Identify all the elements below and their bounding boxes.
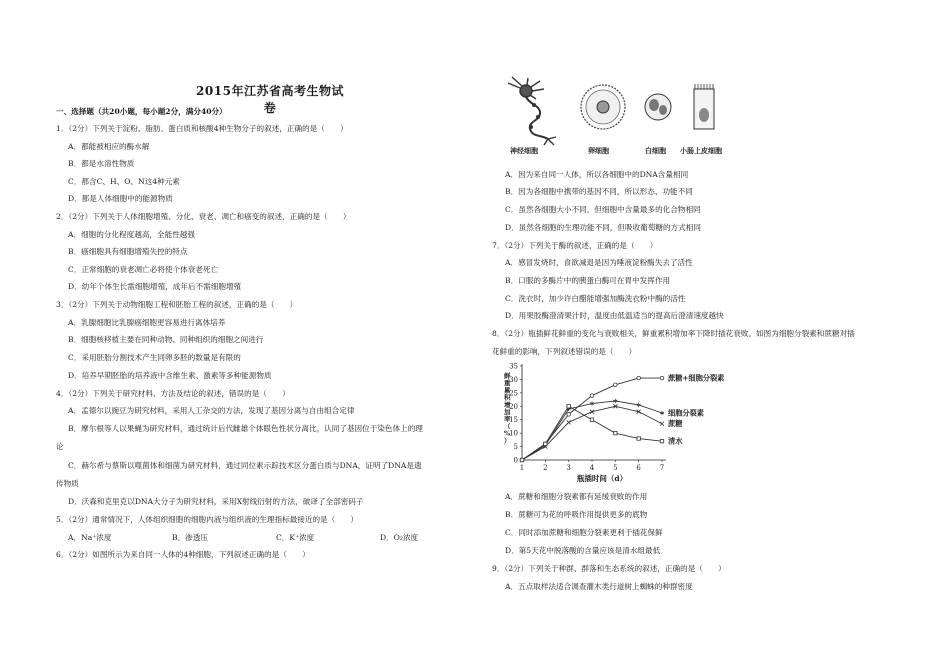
- q4-option-c: C．赫尔希与蔡斯以噬菌体和细菌为研究材料，通过同位素示踪技术区分蛋白质与DNA，证明了DNA是遗: [68, 461, 422, 470]
- data-point: [637, 437, 640, 440]
- series-line: [522, 401, 662, 460]
- data-point: [637, 376, 641, 380]
- chart-svg: [492, 360, 742, 485]
- cells-illustration: [498, 75, 728, 147]
- fresh-weight-chart: [492, 360, 742, 485]
- q7-option-a: A．感冒发烧时，食欲减退是因为唾液淀粉酶失去了活性: [505, 258, 693, 267]
- x-tick-label: 3: [566, 464, 571, 472]
- data-point: [660, 422, 664, 426]
- q1-option-d: D．都是人体细胞中的能源物质: [68, 194, 173, 203]
- x-tick-label: 4: [589, 464, 595, 472]
- q7-option-c: C．洗衣时，加少许白醋能增强加酶洗衣粉中酶的活性: [505, 294, 686, 303]
- series-label: 蔗糖: [668, 419, 683, 429]
- q8-stem: 8．（2分）瓶插鲜花鲜重的变化与衰败相关，鲜重累积增加率下降时插花衰败。如图为细胞分裂素和蔗糖对插: [492, 329, 855, 338]
- data-point: [660, 411, 664, 415]
- q2-option-b: B．癌细胞具有细胞增殖失控的特点: [68, 247, 188, 256]
- data-point: [590, 418, 593, 421]
- data-point: [660, 440, 663, 443]
- q5-option-a: A．Na⁺浓度: [68, 533, 112, 542]
- q2-option-a: A．细胞的分化程度越高，全能性越强: [68, 230, 195, 239]
- q3-option-a: A．乳腺细胞比乳腺癌细胞更容易进行离体培养: [68, 318, 226, 327]
- q3-stem: 3．（2分）下列关于动物细胞工程和胚胎工程的叙述，正确的是（ ）: [56, 300, 298, 309]
- q1-option-b: B．都是水溶性物质: [68, 159, 135, 168]
- white-blood-cell-drawing: [645, 94, 671, 120]
- q6-option-c: C．虽然各细胞大小不同，但细胞中含量最多的化合物相同: [505, 205, 701, 214]
- y-tick-label: 35: [509, 362, 518, 371]
- q4-stem: 4．（2分）下列关于研究材料、方法及结论的叙述，错误的是（ ）: [56, 389, 290, 398]
- series-line: [522, 406, 662, 460]
- q8-option-b: B．蔗糖可为花的呼吸作用提供更多的底物: [505, 510, 648, 519]
- cell-label-intestinal: 小肠上皮细胞: [680, 146, 722, 155]
- q5-option-d: D．O₂浓度: [380, 533, 419, 542]
- q8-option-a: A．蔗糖和细胞分裂素都有延缓衰败的作用: [505, 492, 648, 501]
- data-point: [567, 413, 571, 417]
- q3-option-b: B．细胞核移植主要在同种动物、同种组织的细胞之间进行: [68, 335, 264, 344]
- x-axis-label: 瓶插时间（d）: [576, 474, 628, 483]
- q4-option-b: B．摩尔根等人以果蝇为研究材料，通过统计后代雌雄个体眼色性状分离比，认同了基因位于染色体上的理: [68, 424, 423, 433]
- y-tick-label: 5: [513, 443, 518, 452]
- cell-figure: [498, 75, 728, 159]
- series-label: 清水: [668, 436, 683, 446]
- q3-option-c: C．采用胚胎分割技术产生同卵多胚的数量是有限的: [68, 353, 241, 362]
- q8-option-d: D．第5天花中脱落酸的含量应该是清水组最低: [505, 546, 661, 555]
- neuron-drawing: [508, 77, 556, 145]
- q5-stem: 5．（2分）通常情况下，人体组织细胞的细胞内液与组织液的生理指标最接近的是（ ）: [56, 515, 359, 524]
- y-axis-label: 鲜重累积增加率（%）: [504, 372, 511, 445]
- y-tick-label: 10: [509, 429, 518, 438]
- q8-option-c: C．同时添加蔗糖和细胞分裂素更利于插花保鲜: [505, 528, 663, 537]
- cell-label-egg: 卵细胞: [588, 146, 609, 155]
- q1-stem: 1．（2分）下列关于淀粉、脂肪、蛋白质和核酸4种生物分子的叙述，正确的是（ ）: [56, 124, 348, 133]
- egg-cell-drawing: [581, 85, 625, 129]
- data-point: [544, 442, 547, 445]
- data-point: [660, 376, 664, 380]
- y-tick-label: 30: [509, 375, 518, 384]
- series-label: 蔗糖+细胞分裂素: [668, 373, 725, 383]
- q1-option-c: C．都含C、H、O、N这4种元素: [68, 177, 180, 186]
- q5-options: [68, 532, 484, 543]
- y-tick-label: 25: [509, 389, 518, 398]
- q6-stem: 6．（2分）如图所示为来自同一人体的4种细胞，下列叙述正确的是（ ）: [56, 550, 310, 559]
- q4-option-d: D．沃森和克里克以DNA大分子为研究材料，采用X射线衍射的方法，破译了全部密码子: [68, 497, 364, 506]
- q5-option-b: B．渗透压: [172, 533, 208, 542]
- series-label: 细胞分裂素: [668, 408, 704, 418]
- q6-option-a: A．因为来自同一人体，所以各细胞中的DNA含量相同: [505, 170, 689, 179]
- q9-stem: 9．（2分）下列关于种群、群落和生态系统的叙述，正确的是（ ）: [492, 564, 726, 573]
- data-point: [520, 458, 523, 461]
- y-tick-label: 0: [513, 456, 518, 465]
- data-point: [590, 394, 594, 398]
- q7-option-d: D．用果胶酶澄清果汁时，温度由低温适当的提高后澄清速度越快: [505, 311, 724, 320]
- cell-label-neuron: 神经细胞: [510, 146, 538, 155]
- x-tick-label: 6: [636, 464, 641, 472]
- q5-option-c: C．K⁺浓度: [276, 533, 315, 542]
- q2-stem: 2．（2分）下列关于人体细胞增殖、分化、衰老、凋亡和癌变的叙述，正确的是（ ）: [56, 212, 351, 221]
- x-tick-label: 7: [659, 464, 665, 472]
- q6-option-d: D．虽然各细胞的生理功能不同，但吸收葡萄糖的方式相同: [505, 223, 701, 232]
- q3-option-d: D．培养早期胚胎的培养液中含维生素、激素等多种能源物质: [68, 371, 272, 380]
- series-line: [522, 406, 662, 460]
- q7-option-b: B．口服的多酶片中的胰蛋白酶可在胃中发挥作用: [505, 276, 671, 285]
- q1-option-a: A．都能被相应的酶水解: [68, 142, 150, 151]
- q4-option-b-cont: 论: [56, 442, 64, 451]
- q2-option-d: D．幼年个体生长需细胞增殖，成年后不需细胞增殖: [68, 282, 242, 291]
- section-heading: 一、选择题（共20小题，每小题2分，满分40分）: [56, 107, 227, 116]
- y-tick-label: 20: [509, 402, 518, 411]
- q4-option-a: A．孟德尔以豌豆为研究材料，采用人工杂交的方法，发现了基因分离与自由组合定律: [68, 406, 355, 415]
- data-point: [567, 405, 570, 408]
- q4-option-c-cont: 传物质: [56, 479, 79, 488]
- data-point: [614, 383, 618, 387]
- x-tick-label: 1: [519, 464, 525, 472]
- q2-option-c: C．正常细胞的衰老凋亡必将使个体衰老死亡: [68, 265, 219, 274]
- x-tick-label: 5: [613, 464, 618, 472]
- q8-stem-cont: 花鲜重的影响，下列叙述错误的是（ ）: [492, 347, 637, 356]
- intestinal-cell-drawing: [694, 84, 714, 129]
- data-point: [567, 420, 571, 424]
- x-tick-label: 2: [543, 464, 548, 472]
- page-title: 2015年江苏省高考生物试卷: [196, 84, 344, 115]
- data-point: [614, 431, 617, 434]
- y-tick-label: 15: [509, 416, 518, 425]
- q6-option-b: B．因为各细胞中携带的基因不同，所以形态、功能不同: [505, 187, 693, 196]
- cell-label-white-blood: 白细胞: [645, 146, 666, 155]
- q9-option-a: A．五点取样法适合调查灌木类行道树上蜘蛛的种群密度: [505, 582, 693, 591]
- q7-stem: 7．（2分）下列关于酶的叙述，正确的是（ ）: [492, 241, 658, 250]
